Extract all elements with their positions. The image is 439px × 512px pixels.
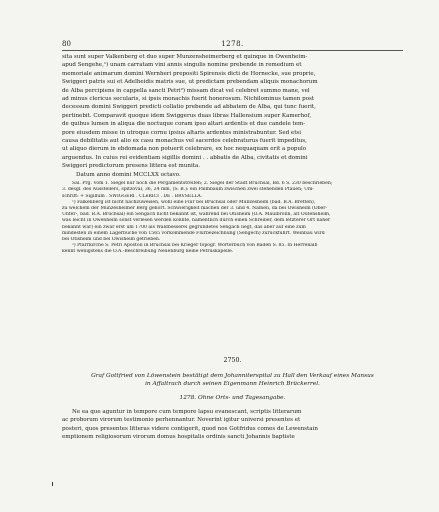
footnote-line: was leicht in Owenheim sonst verlesen werden konnte, namentlich durch einen Schreiber, dem letzterer Ort näher [62,218,331,224]
page-header [62,40,403,50]
text-line: emptionem religiosorum virorum domus hospitalis ordinis sancti Johannis baptiste [62,434,295,441]
footnote-line: bei Ötisheim und bei Owisheim getrieben. [62,236,161,242]
footnotes [62,181,403,255]
text-line: posteri, quos presentes litteras videre contigerit, quod nos Gotfridus comes de Lewenstain [62,425,318,432]
footnote-line: 3. desgl. des Ausstellers, spitzoval, 36, 24 mm, (S. B.): ein Palmbaum zwischen zwei stehenden Pfauen; Um- [62,187,314,193]
text-line: de quibus lumen in aliqua die noctuque coram ipso altari ardentis et due candele tem- [62,121,306,128]
charter-paragraph [62,408,403,442]
charter-text [62,53,403,256]
text-line: causa debilitatis aut alio ex casu monachus vel sacerdos celebraturus fuerit impeditus, [62,138,307,145]
text-line: arguendus. In cuius rei evidentiam sigillis domini . . abbatis de Alba, civitatis et domini [62,154,308,161]
document-title [62,372,403,388]
text-line: Ne ea que aguntur in tempore cum tempore lapsu evanescant, scriptis litterarum [72,409,302,415]
footnote-line: schrift: + Sigillum . SWIGGERI . CLeRICI . DE . BRVSELLA. [62,193,203,199]
document-number: 2750. [223,357,242,364]
footnote-line: ²) Pfarrkirche S. Petri Apostoli in Bruchsal bei Krieger topogr. Wörterbuch von Baden S. 85. In Herrenalb [72,243,318,249]
header-rule [62,50,403,51]
text-line: ad minus clericus secularis, si ipsis monachis fuerit honerosum. Nichilominus tamen post [62,96,315,103]
footnote-line: mindesten in einem Lagerbuche von 1565 vorkommende Flurbezeichnung (Sengech) zurückführt. Weinbau wird [62,230,325,236]
margin-mark [52,482,53,486]
charter-paragraph [62,53,403,179]
text-line: pertinebit. Comparavit quoque idem Swiggerus duas libras Hallensium super Kamerhof, [62,112,312,119]
page-number: 80 [62,40,71,48]
footnote-line: kennt wenigstens die O.A.-Beschreibung Neuenbürg keine Petruskapelle. [62,249,234,255]
text-line: apud Sengehe,¹) unam carratam vini annis singulis nomine prebende in remedium et [62,62,302,69]
text-line: decessum domini Swiggeri predicti collatio prebende ad abbatem de Alba, qui tunc fuerit, [62,104,316,111]
text-line: sita sunt super Valkenberg et duo super Munzensheimerberg et quinque in Owenheim- [62,54,308,60]
text-line: de Alba percipiens in cappella sancti Petri²) missam dicat vel celebret summo mane, vel [62,87,310,94]
text-line: Swiggeri predictorum presens littera est munita. [62,163,201,170]
footnote-line: ¹) Falkenberg ist nicht nachzuweisen, wohl eine Flur bei Bruchsal oder Münzesheim (bad. B.A. Bretten), [72,199,316,205]
footnote-line: Sal. Prg. Vom 1. Siegel nur noch die Pergamentstreifen; 2. Siegel der Stadt Bruchsal, Bd. 6 S. 230 beschrieben; [72,181,333,187]
footnote-line: Unter-, bad. B.A. Bruchsal) ein Sengach nicht bekannt ist, während bei Ötisheim (O.A. Maulbronn, alt Outensheim, [62,212,331,218]
text-line: ut aliquo dierum in ebdomada non potuerit celebrare, ex hoc nequaquam erit a populo [62,146,307,153]
second-charter-text [62,408,403,442]
title-line: Graf Gottfried von Löwenstein bestätigt dem Johanniterspital zu Hall den Verkauf eines Mansus [91,373,374,379]
text-line: pore eiusdem misse in utroque cornu ipsius altaris ardentes ministrabuntur. Sed etsi [62,129,302,136]
text-line: ac proborum virorum testimonio perhennantur. Noverint igitur universi presentes et [62,417,301,424]
running-year: 1278. [221,40,244,48]
text-line: memoriale animarum domini Wernheri prepositi Spirensis dicti de Hornecke, sue proprie, [62,70,316,77]
date-line: Datum anno domini MCCLXX octavo. [76,171,181,178]
document-date: 1278. Ohne Orts- und Tagesangabe. [179,395,286,401]
footnote-line: zu welchem der Münzesheimer Berg gehört. Schwierigkeit machen der 3. und 4. Namen, da bei Owisheim (Ober- [62,205,328,211]
footnote-line: bekannt war) ein zwar erst um 1700 als Waldbesserei gegründetes Sengach liegt, das aber auf eine zum [62,224,306,230]
title-line: in Affaltrach durch seinen Eigenmann Heinrich Brückerrel. [145,381,320,388]
text-line: Swiggeri patris sui et Adelheidis matris sue, ut predictam prebendam aliquis monachorum [62,79,318,86]
